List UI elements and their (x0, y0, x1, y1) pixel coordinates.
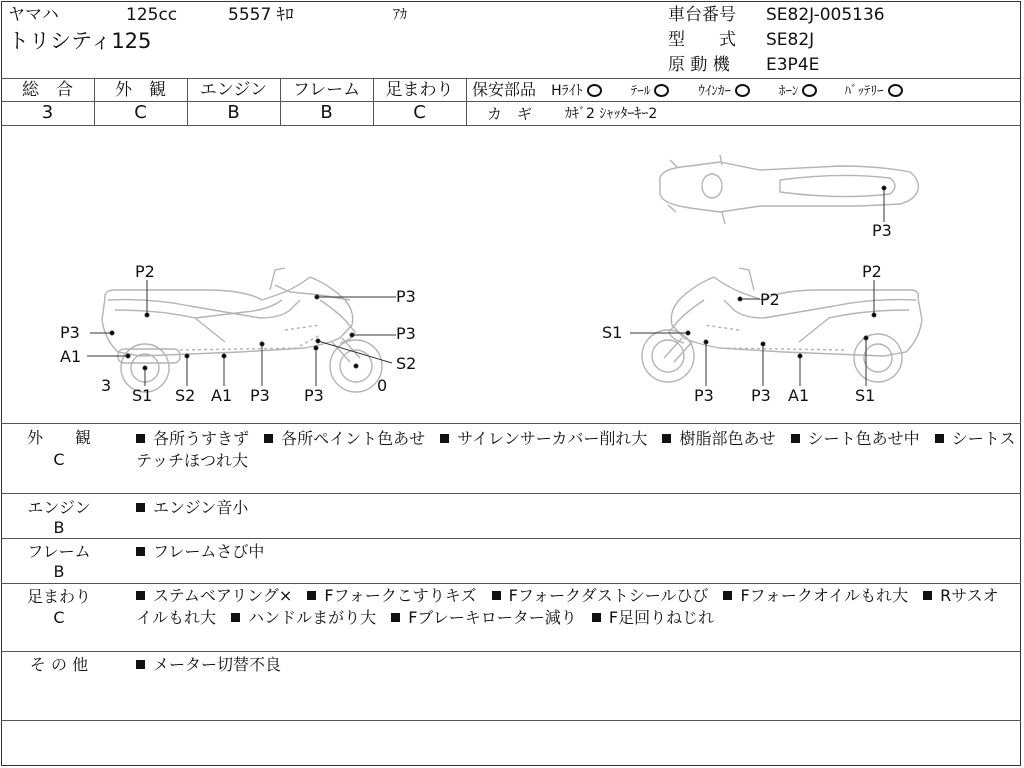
frame-grade: B (53, 562, 65, 581)
diagram-label: P2 (862, 262, 882, 281)
bullet-icon (136, 591, 145, 600)
note-item: 樹脂部色あせ (679, 429, 776, 448)
diagram-label: S1 (132, 386, 153, 405)
grade-header-frame: フレーム (292, 80, 361, 100)
displacement: 125cc (126, 5, 178, 25)
safety-winker: ｳｲﾝｶｰ (698, 84, 731, 99)
diagram-label: A1 (211, 386, 233, 405)
frame-label: フレーム (27, 542, 91, 561)
grade-overall: 3 (41, 102, 54, 123)
key-value: ｶｷﾞ2 ｼｬｯﾀｰｷｰ2 (565, 106, 658, 122)
other-label: そ の 他 (29, 655, 89, 674)
diagram-label: P2 (135, 262, 155, 281)
bullet-icon (231, 613, 240, 622)
frame-number-label: 車台番号 (668, 5, 736, 25)
model-type: SE82J (766, 30, 815, 50)
diagram-label: A1 (60, 347, 82, 366)
bullet-icon (264, 434, 273, 443)
maker: ヤマハ (8, 5, 59, 25)
bullet-icon (136, 660, 145, 669)
bullet-icon (136, 434, 145, 443)
divider (1, 720, 1021, 721)
diagram-label: P3 (396, 287, 416, 306)
model-name: トリシティ125 (8, 29, 152, 53)
diagram-label: S2 (396, 354, 417, 373)
safety-battery: ﾊﾞｯﾃﾘｰ (844, 84, 884, 99)
note-item: 各所うすきず (153, 429, 250, 448)
grade-header-suspension: 足まわり (385, 80, 454, 100)
divider (1, 538, 1021, 539)
bullet-icon (592, 613, 601, 622)
divider (1, 583, 1021, 584)
grade-header-exterior: 外 観 (115, 80, 166, 100)
note-item: Fフォークオイルもれ大 (740, 586, 909, 605)
bullet-icon (923, 591, 932, 600)
other-notes (136, 654, 281, 676)
engine-notes (136, 497, 248, 519)
note-item: Fフォークダストシールひび (508, 586, 709, 605)
frame-notes (136, 541, 264, 563)
suspension-grade: C (53, 608, 65, 627)
engine-type: E3P4E (766, 55, 820, 75)
engine-grade: B (53, 518, 65, 537)
note-item: エンジン音小 (153, 498, 249, 517)
model-type-label: 型 式 (668, 30, 736, 50)
diagram-label: P3 (250, 386, 270, 405)
engine-type-label: 原 動 機 (668, 55, 730, 75)
grade-suspension: C (413, 102, 426, 123)
divider (1, 651, 1021, 652)
diagram-label: 3 (101, 376, 112, 395)
grade-engine: B (227, 102, 240, 123)
diagram-label: P3 (60, 323, 80, 342)
note-item: サイレンサーカバー削れ大 (457, 429, 648, 448)
diagram-label: P3 (694, 386, 714, 405)
note-item: ステムベアリング× (153, 586, 293, 605)
note-item: Fフォークこすりキズ (324, 586, 477, 605)
safety-headlight: Hﾗｲﾄ (551, 83, 583, 99)
bullet-icon (440, 434, 449, 443)
exterior-notes (136, 428, 1016, 472)
note-item: Fブレーキローター減り (408, 608, 577, 627)
engine-label: エンジン (27, 498, 91, 517)
bullet-icon (791, 434, 800, 443)
diagram-label: S1 (602, 323, 623, 342)
safety-parts-label: 保安部品 (472, 80, 537, 99)
bullet-icon (136, 547, 145, 556)
suspension-notes (136, 585, 1006, 629)
diagram-label: A1 (788, 386, 810, 405)
diagram-label: 0 (377, 376, 388, 395)
diagram-label: P2 (760, 290, 780, 309)
mileage: 5557 ｷﾛ (228, 5, 294, 25)
grade-exterior: C (134, 102, 147, 123)
bullet-icon (662, 434, 671, 443)
suspension-label: 足まわり (26, 587, 91, 606)
note-item: F足回りねじれ (608, 608, 715, 627)
note-item: フレームさび中 (153, 542, 265, 561)
bullet-icon (723, 591, 732, 600)
diagram-label: S1 (855, 386, 876, 405)
note-item: 各所ペイント色あせ (281, 429, 426, 448)
note-item: ハンドルまがり大 (248, 608, 377, 627)
exterior-label: 外 観 (26, 428, 91, 447)
grade-header-overall: 総 合 (22, 80, 73, 100)
note-item: シート色あせ中 (807, 429, 920, 448)
frame-number: SE82J-005136 (766, 5, 885, 25)
body-color: ｱｶ (393, 7, 407, 23)
bullet-icon (136, 503, 145, 512)
diagram-label: P3 (872, 221, 892, 240)
diagram-label: S2 (175, 386, 196, 405)
note-item: Rサスオイルもれ大 (136, 586, 999, 627)
grade-frame: B (320, 102, 333, 123)
diagram-label: P3 (751, 386, 771, 405)
diagram-label: P3 (396, 324, 416, 343)
bullet-icon (307, 591, 316, 600)
note-item: メーター切替不良 (153, 655, 282, 674)
bullet-icon (935, 434, 944, 443)
note-item: シートステッチほつれ大 (136, 429, 1016, 470)
safety-taillight: ﾃｰﾙ (630, 84, 651, 99)
exterior-grade: C (53, 450, 65, 469)
bullet-icon (492, 591, 501, 600)
grade-header-engine: エンジン (199, 80, 268, 100)
diagram-label: P3 (304, 386, 324, 405)
key-label: カ ギ (487, 105, 533, 123)
safety-horn: ﾎｰﾝ (778, 84, 799, 99)
divider (1, 493, 1021, 494)
bullet-icon (391, 613, 400, 622)
